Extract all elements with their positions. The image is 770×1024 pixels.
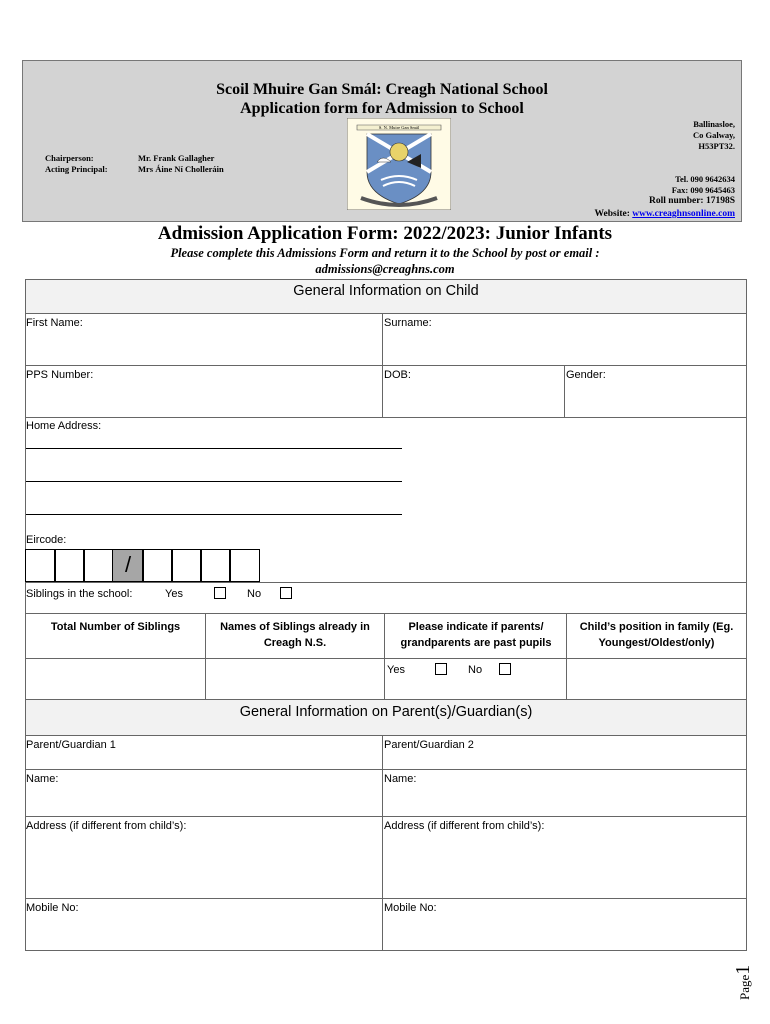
website-label: Website: [594,209,633,219]
eircode-separator-box: / [112,549,144,582]
school-header [22,60,742,222]
admissions-email: admissions@creaghns.com [315,262,455,276]
child-section-heading: General Information on Child [293,283,479,299]
form-border-right [746,279,747,951]
rule [25,658,747,659]
rule [25,365,747,366]
rule [25,898,747,899]
website-link[interactable]: www.creaghnsonline.com [632,209,735,219]
form-instructions: Please complete this Admissions Form and return it to the School by post or email : [170,246,600,260]
past-pupils-no-checkbox[interactable] [499,663,511,675]
chairperson-label: Chairperson: [45,153,94,163]
page-number [732,965,755,1000]
school-name: Scoil Mhuire Gan Smál: Creagh National School [216,81,548,98]
dob-label: DOB: [384,369,411,381]
past-pupils-no-label: No [468,664,483,676]
rule [25,582,747,583]
rule [25,313,747,314]
eircode-boxes[interactable] [25,549,261,581]
website-line [595,209,735,219]
rule [25,613,747,614]
divider [564,365,565,417]
divider [382,313,383,417]
surname-label: Surname: [384,317,432,329]
page-number-value: 1 [732,964,754,975]
home-address-label: Home Address: [26,420,102,432]
eircode-box[interactable] [25,549,56,582]
principal-name: Mrs Áine Ní Cholleráin [138,164,224,174]
address-line[interactable] [26,448,402,449]
eircode-box[interactable] [200,549,231,582]
col-sibling-names: Names of Siblings already in Creagh N.S. [220,621,370,649]
pg1-name-field[interactable] [26,786,381,815]
address-line[interactable] [26,481,402,482]
first-name-field[interactable] [26,330,381,364]
divider [382,735,383,950]
parent-guardian-2-label: Parent/Guardian 2 [384,739,474,751]
rule [25,279,747,280]
eircode-box[interactable] [171,549,202,582]
rule [25,816,747,817]
fax: Fax: 090 9645463 [671,185,735,195]
school-crest-logo [347,118,451,210]
roll-number: Roll number: 17198S [648,196,735,206]
principal-label: Acting Principal: [45,164,108,174]
pg2-name-label: Name: [384,773,417,785]
pg2-mobile-label: Mobile No: [384,902,437,914]
siblings-no-label: No [247,588,262,600]
chairperson-name: Mr. Frank Gallagher [138,153,215,163]
parent-guardian-1-label: Parent/Guardian 1 [26,739,116,751]
address-line[interactable] [26,514,402,515]
total-siblings-field[interactable] [26,660,204,698]
pg1-address-label: Address (if different from child’s): [26,820,187,832]
pg2-address-field[interactable] [384,834,745,897]
eircode-box[interactable] [83,549,114,582]
form-title: Admission Application Form: 2022/2023: Junior Infants [157,223,613,244]
rule [25,699,747,700]
eircode-box[interactable] [142,549,173,582]
address-line-2: Co Galway, [692,130,735,140]
col-child-position: Child’s position in family (Eg. Youngest/Oldest/only) [579,621,734,649]
rule [25,417,747,418]
child-position-field[interactable] [567,660,745,698]
address-line-3: H53PT32. [698,141,735,151]
crest-banner-text: S. N. Muire Gan Smál [378,125,420,130]
surname-field[interactable] [384,330,745,364]
address-line-1: Ballinasloe, [693,119,735,129]
gender-label: Gender: [566,369,606,381]
dob-field[interactable] [384,382,563,416]
siblings-yes-label: Yes [165,588,183,600]
siblings-no-checkbox[interactable] [280,587,292,599]
eircode-label: Eircode: [26,534,67,546]
page-label: Page [737,974,752,1000]
gender-field[interactable] [566,382,745,416]
pps-number-field[interactable] [26,382,381,416]
parent-section-heading: General Information on Parent(s)/Guardian(s) [239,704,533,720]
siblings-label: Siblings in the school: [26,588,133,600]
pg1-mobile-field[interactable] [26,915,381,949]
pg1-address-field[interactable] [26,834,381,897]
past-pupils-yes-label: Yes [387,664,405,676]
divider [384,613,385,699]
pps-number-label: PPS Number: [26,369,94,381]
pg2-address-label: Address (if different from child’s): [384,820,545,832]
application-title: Application form for Admission to School [240,100,524,117]
pg1-mobile-label: Mobile No: [26,902,79,914]
eircode-box[interactable] [229,549,260,582]
pg2-name-field[interactable] [384,786,745,815]
eircode-box[interactable] [54,549,85,582]
sibling-names-field[interactable] [206,660,383,698]
pg2-mobile-field[interactable] [384,915,745,949]
first-name-label: First Name: [26,317,83,329]
col-total-siblings: Total Number of Siblings [50,621,181,633]
rule [25,950,747,951]
col-past-pupils: Please indicate if parents/ grandparents are past pupils [400,621,552,649]
telephone: Tel. 090 9642634 [675,174,735,184]
rule [25,735,747,736]
past-pupils-yes-checkbox[interactable] [435,663,447,675]
rule [25,769,747,770]
siblings-yes-checkbox[interactable] [214,587,226,599]
pg1-name-label: Name: [26,773,59,785]
